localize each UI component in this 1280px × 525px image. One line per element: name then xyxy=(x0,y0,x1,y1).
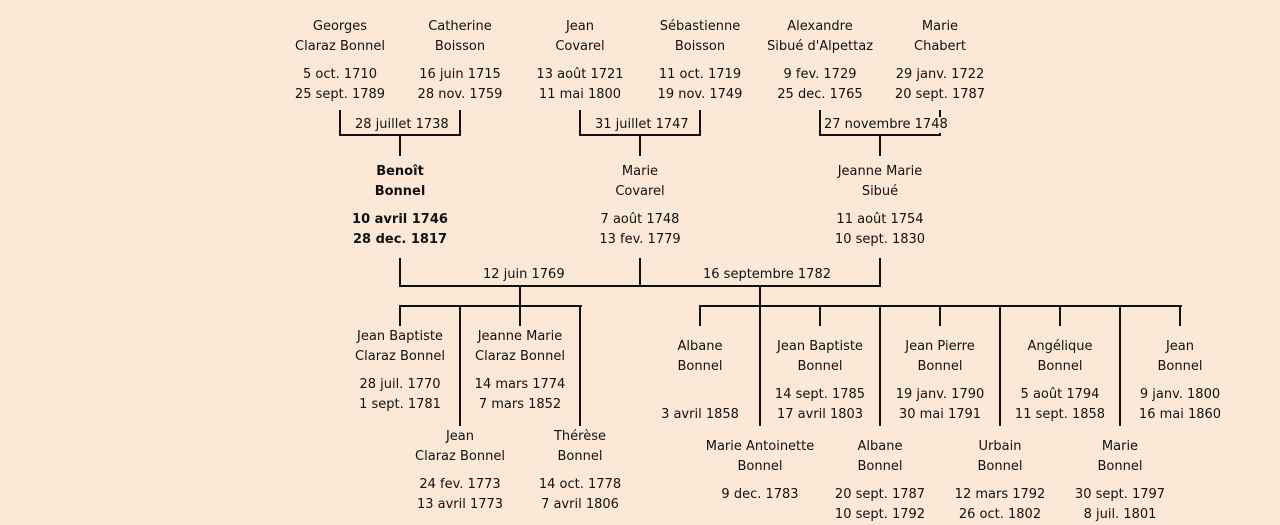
person-surname: Covarel xyxy=(615,184,665,199)
person-first-name: Thérèse xyxy=(553,429,606,444)
person-surname: Boisson xyxy=(674,39,726,54)
death-date: 13 avril 1773 xyxy=(416,497,504,512)
person-surname: Claraz Bonnel xyxy=(355,349,445,364)
person-surname: Boisson xyxy=(434,39,486,54)
death-date: 7 avril 1806 xyxy=(541,497,619,512)
person-surname: Bonnel xyxy=(737,459,783,474)
death-date: 25 sept. 1789 xyxy=(294,87,386,102)
child-box xyxy=(420,327,620,415)
person-surname: Bonnel xyxy=(857,459,903,474)
birth-date: 12 mars 1792 xyxy=(954,487,1046,502)
person-surname: Sibué xyxy=(861,184,899,199)
person-first-name: Jean xyxy=(445,429,475,444)
person-surname: Claraz Bonnel xyxy=(475,349,565,364)
person-surname: Covarel xyxy=(555,39,605,54)
person-first-name: Marie xyxy=(921,19,959,34)
marriage-date: 12 juin 1769 xyxy=(483,267,565,282)
person-dates xyxy=(540,210,740,250)
person-first-name: Sébastienne xyxy=(659,19,741,34)
birth-date: 19 janv. 1790 xyxy=(895,387,985,402)
birth-date: 30 sept. 1797 xyxy=(1074,487,1166,502)
person-first-name: Albane xyxy=(857,439,903,454)
person-surname: Bonnel xyxy=(1097,459,1143,474)
person-surname: Sibué d'Alpettaz xyxy=(766,39,874,54)
birth-date: 24 fev. 1773 xyxy=(419,477,501,492)
birth-date: 9 dec. 1783 xyxy=(721,487,799,502)
birth-date: 9 fev. 1729 xyxy=(783,67,857,82)
birth-date: 5 août 1794 xyxy=(1020,387,1100,402)
marriage-date: 31 juillet 1747 xyxy=(595,117,689,132)
person-first-name: Albane xyxy=(677,339,723,354)
death-date: 8 juil. 1801 xyxy=(1083,507,1157,522)
person-first-name: Jean Baptiste xyxy=(777,339,863,354)
person-dates xyxy=(480,475,680,515)
person-surname: Bonnel xyxy=(677,359,723,374)
child-box xyxy=(1020,437,1220,525)
person-surname: Claraz Bonnel xyxy=(295,39,385,54)
birth-date: 20 sept. 1787 xyxy=(834,487,926,502)
death-date: 17 avril 1803 xyxy=(776,407,864,422)
person-first-name: Jean xyxy=(565,19,595,34)
birth-date: 14 sept. 1785 xyxy=(774,387,866,402)
person-dates xyxy=(300,210,500,250)
death-date: 16 mai 1860 xyxy=(1138,407,1222,422)
person-first-name: Jean xyxy=(1165,339,1195,354)
birth-date: 11 oct. 1719 xyxy=(658,67,742,82)
person-dates xyxy=(840,65,1040,105)
person-dates xyxy=(1020,485,1220,525)
birth-date: 14 oct. 1778 xyxy=(538,477,622,492)
child-box xyxy=(1080,337,1280,425)
marriage-date: 27 novembre 1748 xyxy=(824,117,948,132)
marriage-date: 28 juillet 1738 xyxy=(355,117,449,132)
person-surname: Bonnel xyxy=(977,459,1023,474)
person-first-name: Marie xyxy=(1101,439,1139,454)
death-date: 1 sept. 1781 xyxy=(359,397,441,412)
person-first-name: Jean Pierre xyxy=(905,339,975,354)
spouse-box xyxy=(540,162,740,250)
death-date: 28 nov. 1759 xyxy=(417,87,503,102)
death-date: 13 fev. 1779 xyxy=(599,232,681,247)
person-surname: Claraz Bonnel xyxy=(415,449,505,464)
person-surname: Bonnel xyxy=(557,449,603,464)
person-surname: Bonnel xyxy=(1157,359,1203,374)
person-surname: Bonnel xyxy=(1037,359,1083,374)
person-dates xyxy=(420,375,620,415)
death-date: 30 mai 1791 xyxy=(898,407,982,422)
person-first-name: Georges xyxy=(312,19,368,34)
person-first-name: Jeanne Marie xyxy=(837,164,923,179)
death-date: 11 mai 1800 xyxy=(538,87,622,102)
person-dates xyxy=(1080,385,1280,425)
person-first-name: Marie xyxy=(621,164,659,179)
death-date: 25 dec. 1765 xyxy=(777,87,863,102)
birth-date: 29 janv. 1722 xyxy=(895,67,985,82)
birth-date: 13 août 1721 xyxy=(536,67,624,82)
birth-date: 14 mars 1774 xyxy=(474,377,566,392)
person-first-name: Marie Antoinette xyxy=(705,439,815,454)
birth-date: 10 avril 1746 xyxy=(352,212,448,227)
birth-date: 16 juin 1715 xyxy=(419,67,501,82)
marriage-date: 16 septembre 1782 xyxy=(703,267,831,282)
person-surname: Bonnel xyxy=(797,359,843,374)
person-dates xyxy=(780,210,980,250)
death-date: 10 sept. 1830 xyxy=(834,232,926,247)
person-first-name: Urbain xyxy=(978,439,1022,454)
death-date: 7 mars 1852 xyxy=(478,397,562,412)
birth-date: 9 janv. 1800 xyxy=(1139,387,1221,402)
death-date: 26 oct. 1802 xyxy=(958,507,1042,522)
child-box xyxy=(480,427,680,515)
person-first-name: Jeanne Marie xyxy=(477,329,563,344)
person-first-name: Alexandre xyxy=(787,19,853,34)
grandparent-box xyxy=(840,17,1040,105)
person-first-name: Benoît xyxy=(376,164,424,179)
main-person-box xyxy=(300,162,500,250)
person-first-name: Catherine xyxy=(428,19,492,34)
person-first-name: Jean Baptiste xyxy=(357,329,443,344)
birth-date: 5 oct. 1710 xyxy=(303,67,377,82)
death-date: 3 avril 1858 xyxy=(661,407,739,422)
birth-date: 7 août 1748 xyxy=(600,212,680,227)
death-date: 10 sept. 1792 xyxy=(834,507,926,522)
death-date: 28 dec. 1817 xyxy=(352,232,448,247)
person-first-name: Angélique xyxy=(1027,339,1093,354)
birth-date: 11 août 1754 xyxy=(836,212,924,227)
person-surname: Bonnel xyxy=(917,359,963,374)
spouse-box xyxy=(780,162,980,250)
person-surname: Chabert xyxy=(914,39,966,54)
birth-date: 28 juil. 1770 xyxy=(359,377,441,392)
person-surname: Bonnel xyxy=(374,184,426,199)
death-date: 20 sept. 1787 xyxy=(894,87,986,102)
death-date: 19 nov. 1749 xyxy=(657,87,743,102)
death-date: 11 sept. 1858 xyxy=(1014,407,1106,422)
